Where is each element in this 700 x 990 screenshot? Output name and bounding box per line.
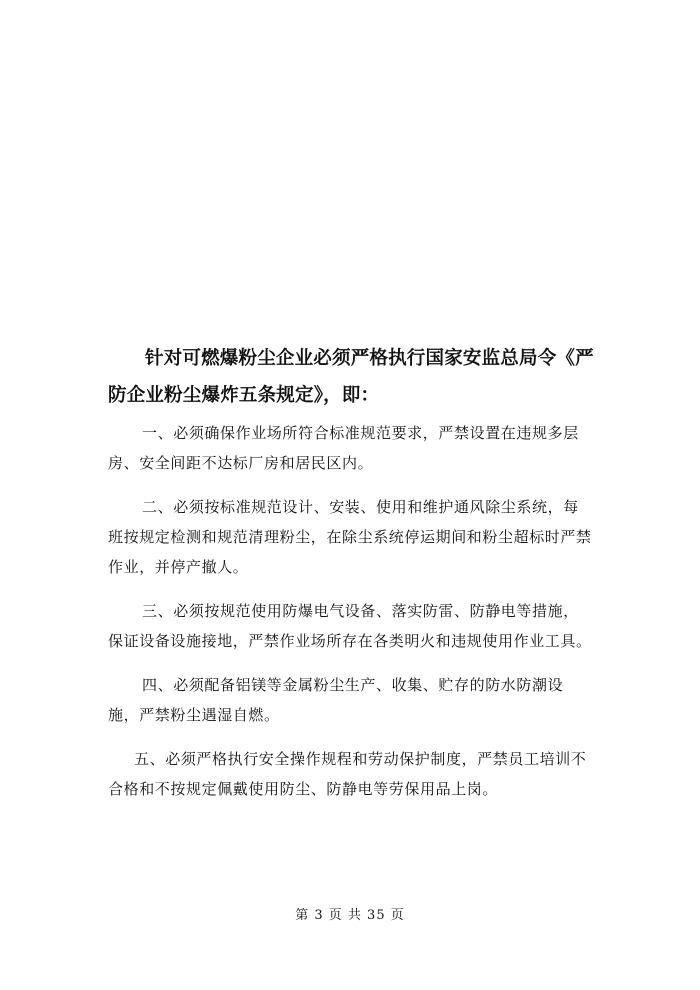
intro-paragraph: 针对可燃爆粉尘企业必须严格执行国家安监总局令《严防企业粉尘爆炸五条规定》，即：	[108, 348, 594, 406]
rule-item-1: 一、必须确保作业场所符合标准规范要求，严禁设置在违规多层房、安全间距不达标厂房和居民区内。	[108, 424, 579, 472]
rule-item-5: 五、必须严格执行安全操作规程和劳动保护制度，严禁员工培训不合格和不按规定佩戴使用防尘、防静电等劳保用品上岗。	[108, 750, 587, 798]
rule-item-3: 三、必须按规范使用防爆电气设备、落实防雷、防静电等措施，保证设备设施接地，严禁作业场所存在各类明火和违规使用作业工具。	[108, 602, 592, 650]
page-number-footer: 第 3 页 共 35 页	[295, 908, 405, 923]
document-body	[108, 340, 594, 818]
rule-item-4: 四、必须配备铝镁等金属粉尘生产、收集、贮存的防水防潮设施，严禁粉尘遇湿自燃。	[108, 676, 564, 724]
rule-item-2: 二、必须按标准规范设计、安装、使用和维护通风除尘系统，每班按规定检测和规范清理粉尘，在除尘系统停运期间和粉尘超标时严禁作业，并停产撤人。	[108, 498, 592, 576]
